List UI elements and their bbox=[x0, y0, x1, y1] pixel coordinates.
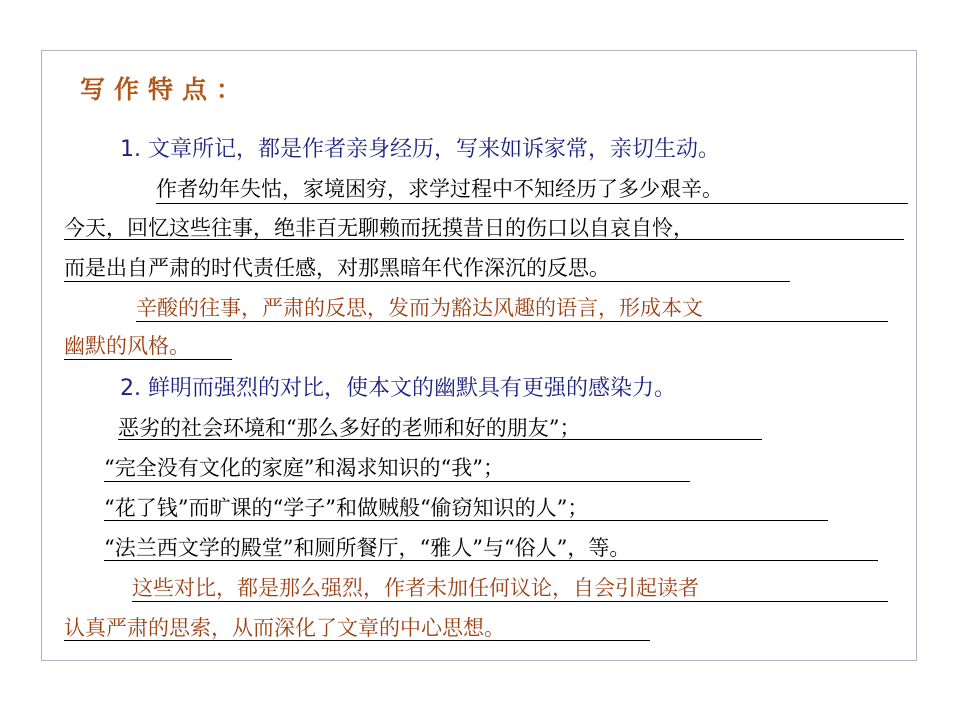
underline bbox=[156, 203, 908, 204]
contrast-line-4: “法兰西文学的殿堂”和厕所餐厅，“雅人”与“俗人”，等。 bbox=[104, 536, 631, 560]
body-line-3: 而是出自严肃的时代责任感，对那黑暗年代作深沉的反思。 bbox=[64, 256, 610, 280]
contrast-line-2: “完全没有文化的家庭”和渴求知识的“我”； bbox=[104, 456, 504, 480]
highlight-line-2: 幽默的风格。 bbox=[64, 334, 190, 358]
body-line-1: 作者幼年失怙，家境困穷，求学过程中不知经历了多少艰辛。 bbox=[156, 177, 723, 201]
underline bbox=[64, 640, 650, 641]
contrast-line-1: 恶劣的社会环境和“那么多好的老师和好的朋友”； bbox=[118, 416, 581, 440]
underline bbox=[104, 520, 828, 521]
underline bbox=[136, 321, 888, 322]
underline bbox=[118, 439, 762, 440]
underline bbox=[64, 281, 790, 282]
body-line-2: 今天，回忆这些往事，绝非百无聊赖而抚摸昔日的伤口以自哀自怜， bbox=[64, 216, 694, 240]
highlight-line-1: 辛酸的往事，严肃的反思，发而为豁达风趣的语言，形成本文 bbox=[136, 296, 703, 320]
contrast-line-3: “花了钱”而旷课的“学子”和做贼般“偷窃知识的人”； bbox=[104, 496, 589, 520]
underline bbox=[132, 601, 888, 602]
highlight-line-4: 认真严肃的思索，从而深化了文章的中心思想。 bbox=[64, 616, 505, 640]
underline bbox=[64, 359, 232, 360]
highlight-line-3: 这些对比，都是那么强烈，作者未加任何议论，自会引起读者 bbox=[132, 576, 699, 600]
underline bbox=[64, 239, 904, 240]
underline bbox=[104, 560, 878, 561]
underline bbox=[104, 481, 690, 482]
point-1-heading: 1. 文章所记，都是作者亲身经历，写来如诉家常，亲切生动。 bbox=[120, 137, 720, 162]
slide-title: 写作特点： bbox=[80, 75, 251, 104]
point-2-heading: 2. 鲜明而强烈的对比，使本文的幽默具有更强的感染力。 bbox=[120, 376, 676, 401]
